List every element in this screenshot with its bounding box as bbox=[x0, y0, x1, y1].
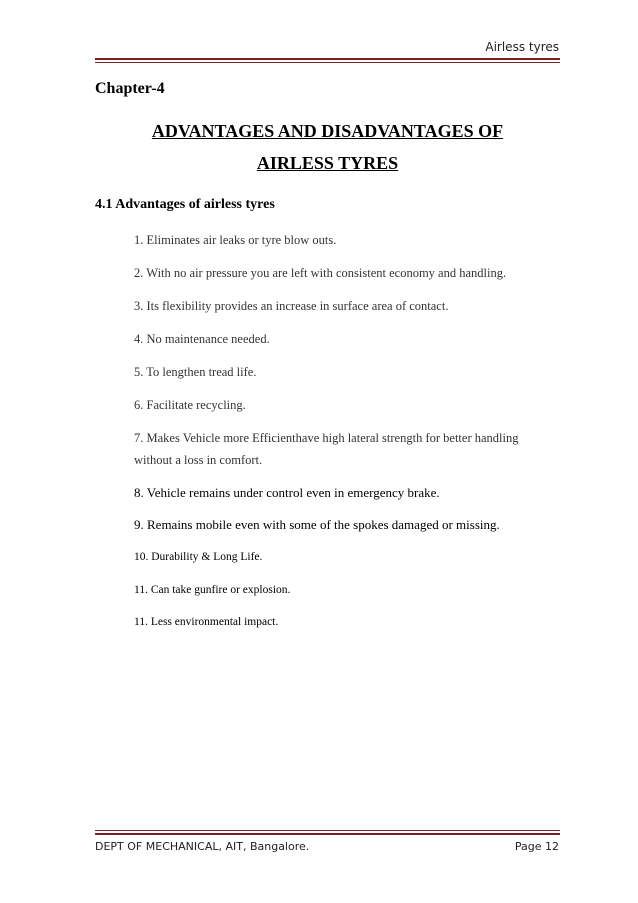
advantage-item: 3. Its flexibility provides an increase in surface area of contact. bbox=[134, 299, 449, 313]
running-header: Airless tyres bbox=[485, 40, 559, 54]
chapter-label: Chapter-4 bbox=[95, 80, 165, 97]
advantage-item: 11. Less environmental impact. bbox=[134, 616, 279, 628]
advantage-item: 11. Can take gunfire or explosion. bbox=[134, 584, 291, 596]
advantage-item: 7. Makes Vehicle more Efficienthave high lateral strength for better handling without a loss in comfort. bbox=[134, 431, 519, 467]
advantage-item: 2. With no air pressure you are left with consistent economy and handling. bbox=[134, 266, 507, 280]
advantage-item: 1. Eliminates air leaks or tyre blow outs. bbox=[134, 233, 337, 247]
chapter-title-line-2: AIRLESS TYRES bbox=[256, 153, 399, 173]
advantage-item: 10. Durability & Long Life. bbox=[134, 551, 263, 563]
advantage-item: 5. To lengthen tread life. bbox=[134, 365, 257, 379]
chapter-title-line-1: ADVANTAGES AND DISADVANTAGES OF bbox=[151, 121, 504, 141]
footer-department: DEPT OF MECHANICAL, AIT, Bangalore. bbox=[95, 840, 310, 853]
advantage-item: 8. Vehicle remains under control even in emergency brake. bbox=[134, 485, 440, 500]
page-number: Page 12 bbox=[514, 840, 559, 853]
header-rule-thin bbox=[95, 62, 560, 63]
advantage-item: 9. Remains mobile even with some of the spokes damaged or missing. bbox=[134, 517, 500, 532]
advantage-item: 6. Facilitate recycling. bbox=[134, 398, 246, 412]
header-rule-thick bbox=[95, 58, 560, 60]
advantage-item: 4. No maintenance needed. bbox=[134, 332, 270, 346]
section-heading: 4.1 Advantages of airless tyres bbox=[95, 197, 275, 212]
footer-rule-thick bbox=[95, 833, 560, 835]
footer-rule-thin bbox=[95, 830, 560, 831]
